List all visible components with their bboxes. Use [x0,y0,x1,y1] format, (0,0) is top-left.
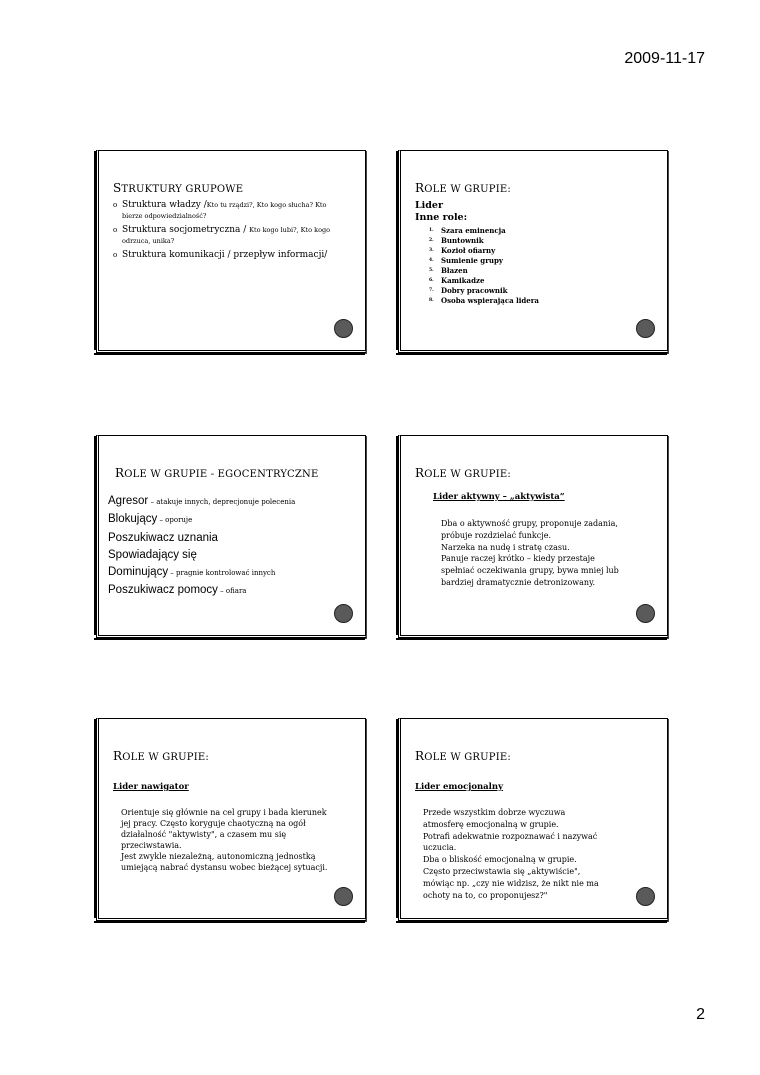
item-number: 4. [429,258,434,263]
page-date: 2009-11-17 [624,50,705,67]
item-number: 6. [429,278,434,283]
body-line: Jest zwykle niezależną, autonomiczną jednostką [121,852,316,861]
body-line: jej pracy. Często koryguje chaotyczną na ogół [121,819,306,828]
body-line: Orientuje się głównie na cel grupy i bada kierunek [121,808,327,817]
list-item [108,493,353,511]
list-item [429,266,539,276]
item-number: 3. [429,248,434,253]
bullet-marker: o [113,226,118,234]
slide-circle-icon [636,604,655,623]
item-label: Osoba wspierająca lidera [441,296,539,305]
slide-title [415,749,511,763]
slide-title [113,749,209,763]
body-line: spełniać oczekiwania grupy, bywa mniej lub [441,566,619,576]
role-description: – pragnie kontrolować innych [168,569,276,578]
body-line: Potrafi adekwatnie rozpoznawać i nazywać [423,831,598,841]
body-line: Dba o bliskość emocjonalną w grupie. [423,855,577,865]
title-rest: OLE W GRUPIE: [424,184,511,195]
list-item [108,530,353,547]
title-rest: OLE W GRUPIE - EGOCENTRYCZNE [124,469,319,480]
title-initial: R [113,749,123,763]
item-number: 7. [429,288,434,293]
slide-body [441,518,656,589]
list-item [429,236,539,246]
title-initial: R [415,749,425,763]
slide-title [415,181,511,195]
body-line: Dba o aktywność grupy, proponuje zadania, [441,519,618,528]
body-line: atmosferę emocjonalną w grupie. [423,819,559,829]
body-line: próbuje rozdzielać funkcje. [441,530,551,540]
role-description: – oporuje [157,516,193,525]
body-line: Panuje raczej krótko – kiedy przestaje [441,554,595,564]
slide-circle-icon [636,887,655,906]
title-rest: OLE W GRUPIE: [424,469,511,480]
role-description: – atakuje innych, deprecjonuje polecenia [148,498,296,506]
item-number: 1. [429,228,434,233]
slide-subheading: Lider emocjonalny [415,782,504,792]
bullet-main: Struktura socjometryczna / [122,225,250,235]
title-rest: OLE W GRUPIE: [122,752,209,763]
list-item [429,296,539,306]
item-label: Błazen [441,266,468,275]
slide-active-leader [398,435,668,638]
list-item [429,226,539,236]
body-line: uczucia. [423,843,457,853]
slide-emotional-leader [398,718,668,921]
bullet-detail: Kto tu rządzi?, Kto kogo słucha? Kto bierze odpowiedzialność? [122,201,327,220]
body-line: ochoty na to, co proponujesz?" [423,890,548,900]
body-line: umiejącą nabrać dystansu wobec bieżącej sytuacji. [121,863,328,872]
leader-label: Lider [415,200,443,211]
egocentric-roles-list [108,493,353,601]
body-line: bardziej dramatycznie detronizowany. [441,577,596,587]
list-item [429,286,539,296]
slide-title [115,466,318,480]
list-item [113,200,343,222]
slide-title [113,181,243,195]
slide-circle-icon [334,604,353,623]
list-item [108,511,353,529]
list-item [108,582,353,600]
list-item [108,547,353,564]
slide-navigator-leader [96,718,366,921]
role-description: – ofiara [217,587,247,596]
role-name: Dominujący [108,566,169,579]
slide-group-structures [96,150,366,353]
list-item [108,564,353,582]
slide-egocentric-roles [96,435,366,638]
role-name: Poszukiwacz pomocy [108,584,218,597]
slide-subheading: Lider nawigator [113,782,189,792]
item-label: Kozioł ofiarny [441,246,496,255]
bullet-main: Struktura władzy / [122,200,207,210]
title-initial: S [113,181,122,195]
item-label: Kamikadze [441,276,485,285]
slide-roles-list [398,150,668,353]
bullet-marker: o [113,201,118,209]
title-rest: TRUKTURY GRUPOWE [121,184,244,195]
role-name: Poszukiwacz uznania [108,531,218,544]
body-line: Przede wszystkim dobrze wyczuwa [423,808,566,817]
list-item [429,246,539,256]
item-number: 2. [429,238,434,243]
body-line: mówiąc np. „czy nie widzisz, że nikt nie ma [423,878,599,888]
body-line: działalność "aktywisty", a czasem mu się [121,830,287,839]
bullet-marker: o [113,251,118,259]
item-number: 5. [429,268,434,273]
item-label: Buntownik [441,236,484,245]
title-initial: R [115,466,125,480]
item-label: Sumienie grupy [441,256,503,265]
structure-list [113,200,343,264]
list-item [429,256,539,266]
item-number: 8. [429,298,434,303]
list-item [429,276,539,286]
slide-circle-icon [636,319,655,338]
bullet-detail: Kto kogo lubi?, Kto kogo odrzuca, unika? [122,226,331,245]
role-name: Blokujący [108,513,158,526]
title-initial: R [415,466,425,480]
list-item [113,225,343,247]
list-item [113,250,343,261]
slide-body [121,807,356,873]
slide-subheading: Lider aktywny – „aktywista” [433,492,565,502]
item-label: Dobry pracownik [441,286,508,295]
slide-title [415,466,511,480]
slide-circle-icon [334,319,353,338]
body-line: Narzeka na nudę i stratę czasu. [441,542,570,552]
slide-body [423,807,658,901]
body-line: przeciwstawia. [121,841,182,850]
title-rest: OLE W GRUPIE: [424,752,511,763]
slide-circle-icon [334,887,353,906]
title-initial: R [415,181,425,195]
body-line: Często przeciwstawia się „aktywiście", [423,866,581,876]
item-label: Szara eminencja [441,226,506,235]
roles-list [429,226,539,306]
page-number: 2 [696,1006,705,1023]
other-roles-label: Inne role: [415,212,468,223]
bullet-main: Struktura komunikacji / przepływ informacji/ [122,250,328,260]
role-name: Agresor [108,495,149,507]
role-name: Spowiadający się [108,548,197,561]
